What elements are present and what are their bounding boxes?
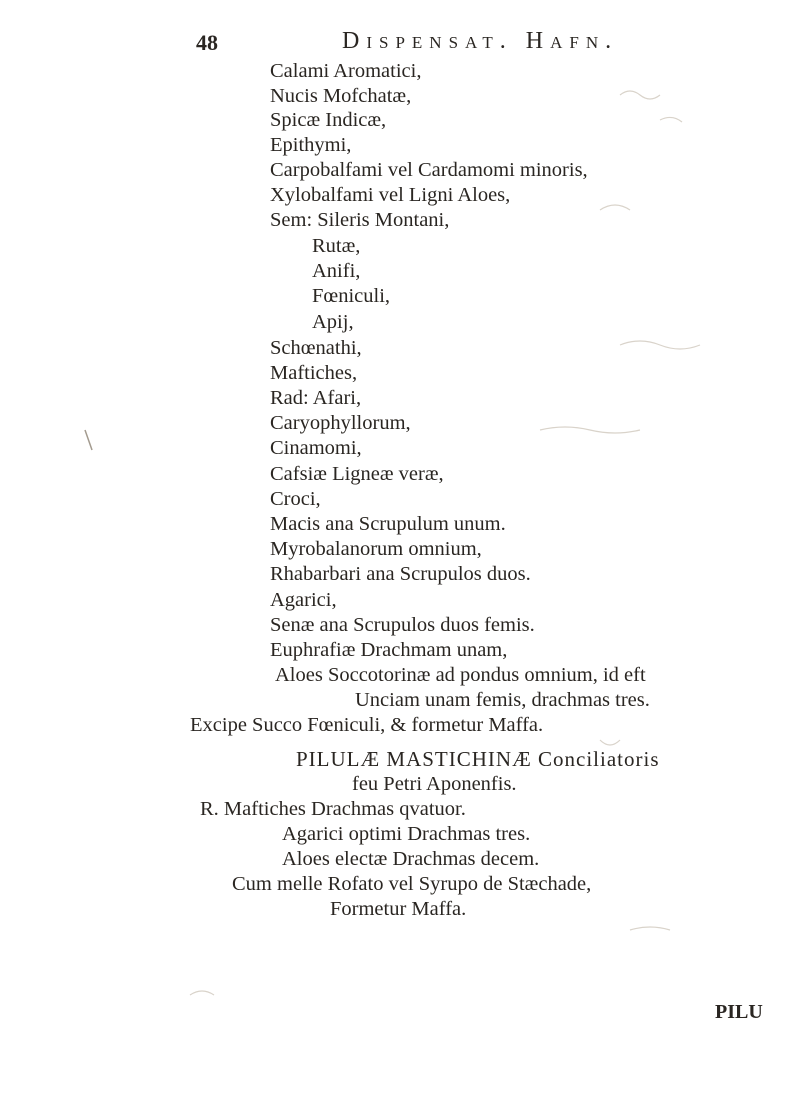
text-line: Aloes electæ Drachmas decem. [282, 848, 540, 870]
catchword: PILU [715, 1001, 763, 1023]
text-line: Nucis Mofchatæ, [270, 85, 412, 107]
text-line: Excipe Succo Fœniculi, & formetur Maffa. [190, 714, 544, 736]
text-line: Cafsiæ Ligneæ veræ, [270, 463, 444, 485]
text-line: Cum melle Rofato vel Syrupo de Stæchade, [232, 873, 592, 895]
text-line: Maftiches, [270, 362, 358, 384]
text-line: Agarici, [270, 589, 337, 611]
text-line: Rad: Afari, [270, 387, 362, 409]
text-line: Sem: Sileris Montani, [270, 209, 450, 231]
text-line: Rutæ, [312, 235, 361, 257]
text-line: Aloes Soccotorinæ ad pondus omnium, id eft [275, 664, 646, 686]
text-line: Apij, [312, 311, 354, 333]
text-line: Carpobalfami vel Cardamomi minoris, [270, 159, 588, 181]
text-line: Unciam unam femis, drachmas tres. [355, 689, 650, 711]
page-number: 48 [196, 30, 218, 55]
text-line: Calami Aromatici, [270, 60, 422, 82]
text-line: Macis ana Scrupulum unum. [270, 513, 506, 535]
text-line: Cinamomi, [270, 437, 362, 459]
text-line: R. Maftiches Drachmas qvatuor. [200, 798, 466, 820]
text-line: Euphrafiæ Drachmam unam, [270, 639, 508, 661]
text-line: Agarici optimi Drachmas tres. [282, 823, 531, 845]
text-line: Senæ ana Scrupulos duos femis. [270, 614, 535, 636]
text-line: Schœnathi, [270, 337, 362, 359]
text-line: Rhabarbari ana Scrupulos duos. [270, 563, 531, 585]
text-line: Fœniculi, [312, 285, 391, 307]
text-line: Caryophyllorum, [270, 412, 411, 434]
text-line: Croci, [270, 488, 321, 510]
text-line: Myrobalanorum omnium, [270, 538, 482, 560]
text-line: Epithymi, [270, 134, 352, 156]
section-heading: PILULÆ MASTICHINÆ Conciliatoris [296, 747, 660, 771]
running-head: Dispensat. Hafn. [342, 28, 619, 54]
text-line: Anifi, [312, 260, 361, 282]
text-line: Spicæ Indicæ, [270, 109, 387, 131]
text-line: Xylobalfami vel Ligni Aloes, [270, 184, 511, 206]
text-line: Formetur Maffa. [330, 898, 467, 920]
section-subheading: feu Petri Aponenfis. [352, 773, 517, 795]
